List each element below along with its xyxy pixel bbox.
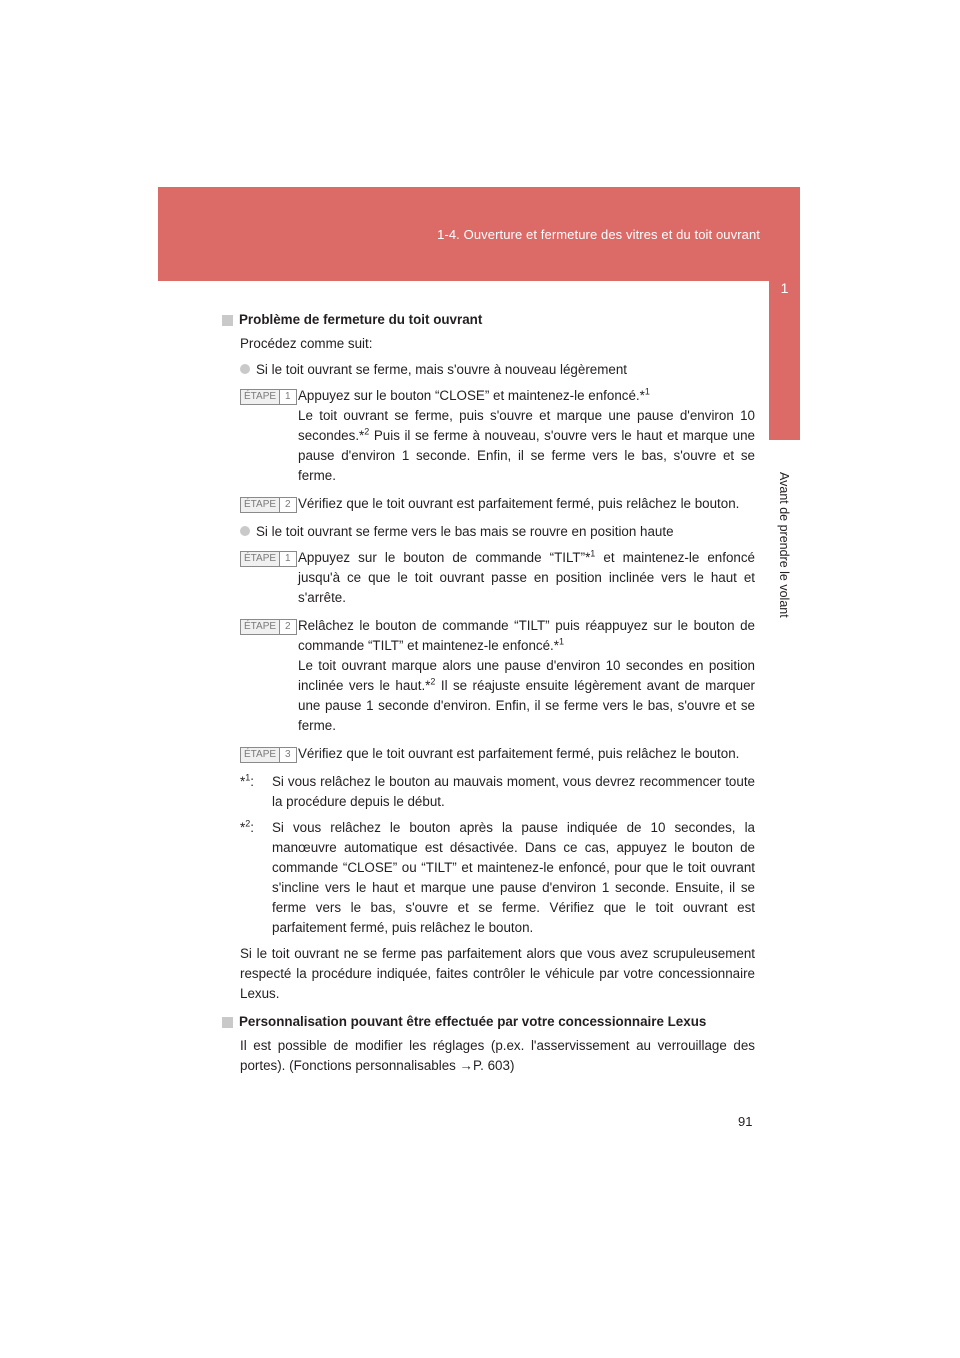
step-text [298,616,755,736]
footnote-ref: 1 [559,636,565,647]
step-text: Vérifiez que le toit ouvrant est parfaitement fermé, puis relâchez le bouton. [298,496,740,511]
step-badge [240,497,297,513]
section-heading-closing-problem [222,310,755,330]
footnote-2 [240,818,755,938]
footnote-colon: : [250,820,254,835]
section-title: 1-4. Ouverture et fermeture des vitres et du toit ouvrant [437,227,760,242]
page-number: 91 [738,1114,753,1129]
footnote-marker [240,772,272,812]
case-bullet [240,360,755,380]
footnote-ref: 1 [590,548,596,559]
footnote-ref: 1 [644,386,650,397]
square-bullet-icon [222,315,233,326]
step-text-part: Le toit ouvrant marque alors une pause d'environ 10 secondes en position inclinée vers le haut.* [298,658,755,693]
step-text [298,548,755,608]
chapter-tab [769,188,800,440]
footnote-1 [240,772,755,812]
step-badge [240,619,297,635]
heading-text: Problème de fermeture du toit ouvrant [239,312,483,327]
step-item [240,494,755,514]
footnote-star: * [240,820,246,835]
step-badge [240,389,297,405]
step-text [298,386,755,486]
heading-text: Personnalisation pouvant être effectuée par votre concessionnaire Lexus [239,1014,707,1029]
step-badge [240,551,297,567]
chapter-title-vertical [768,460,800,630]
case-bullet [240,522,755,542]
chapter-title: Avant de prendre le volant [777,472,791,618]
footnote-number: 1 [245,772,251,783]
footnote-marker [240,818,272,938]
step-text-part: Il se réajuste ensuite légèrement avant de marquer une pause 1 seconde d'environ. Enfin, il se ferme vers le bas, s'ouvre et se ferme. [298,678,755,733]
footnote-star: * [240,774,246,789]
step-label: ÉTAPE [241,620,280,634]
step-text-part: Puis il se ferme à nouveau, s'ouvre vers le haut et marque une pause d'environ 1 seconde. Enfin, il se ferme vers le bas, s'ouvre et se ferme. [298,428,755,483]
header-band [158,187,800,281]
step-label: ÉTAPE [241,748,280,762]
step-number: 1 [285,391,291,402]
footnote-text: Si vous relâchez le bouton après la pause indiquée de 10 secondes, la manœuvre automatique est désactivée. Dans ce cas, appuyez le bouton de commande “CLOSE” ou “TILT” et maintenez-le enfoncé, pour que le toit ouvrant s'incline vers le haut et marque une pause d'environ 1 seconde. Ensuite, il se ferme vers le bas, s'ouvre et se ferme. Vérifiez que le toit ouvrant est parfaitement fermé, puis relâchez le bouton. [272,820,755,935]
round-bullet-icon [240,364,250,374]
step-text-part: Le toit ouvrant se ferme, puis s'ouvre et marque une pause d'environ 10 secondes.* [298,408,755,443]
step-text-part: Appuyez sur le bouton de commande “TILT”* [298,550,591,565]
step-label: ÉTAPE [241,498,280,512]
step-item [240,386,755,486]
closing-text: Si le toit ouvrant ne se ferme pas parfaitement alors que vous avez scrupuleusement respecté la procédure indiquée, faites contrôler le véhicule par votre concessionnaire Lexus. [240,946,755,1001]
bullet-text: Si le toit ouvrant se ferme vers le bas mais se rouvre en position haute [256,524,674,539]
step-label: ÉTAPE [241,390,280,404]
step-text: Vérifiez que le toit ouvrant est parfaitement fermé, puis relâchez le bouton. [298,746,740,761]
step-text-part: Relâchez le bouton de commande “TILT” puis réappuyez sur le bouton de commande “TILT” et maintenez-le enfoncé.* [298,618,755,653]
footnote-ref: 2 [430,676,436,687]
customization-text: Il est possible de modifier les réglages (p.ex. l'asservissement au verrouillage des portes). (Fonctions personnalisables →P. 603) [240,1038,755,1073]
step-number: 2 [285,499,291,510]
footnote-text: Si vous relâchez le bouton au mauvais moment, vous devrez recommencer toute la procédure depuis le début. [272,774,755,809]
round-bullet-icon [240,526,250,536]
step-label: ÉTAPE [241,552,280,566]
step-badge [240,747,297,763]
step-item [240,548,755,608]
step-number: 3 [285,749,291,760]
intro-text: Procédez comme suit: [240,336,373,351]
footnote-colon: : [250,774,254,789]
step-number: 2 [285,621,291,632]
step-text-part: et maintenez-le enfoncé jusqu'à ce que le toit ouvrant passe en position inclinée vers le haut et s'arrête. [298,550,755,605]
step-item [240,616,755,736]
square-bullet-icon [222,1017,233,1028]
footnote-ref: 2 [364,426,370,437]
page-content [222,310,755,1082]
chapter-number: 1 [780,280,789,296]
step-item [240,744,755,764]
step-number: 1 [285,553,291,564]
step-text-part: Appuyez sur le bouton “CLOSE” et maintenez-le enfoncé.* [298,388,645,403]
bullet-text: Si le toit ouvrant se ferme, mais s'ouvre à nouveau légèrement [256,362,627,377]
section-heading-customization [222,1012,755,1032]
footnote-number: 2 [245,818,251,829]
